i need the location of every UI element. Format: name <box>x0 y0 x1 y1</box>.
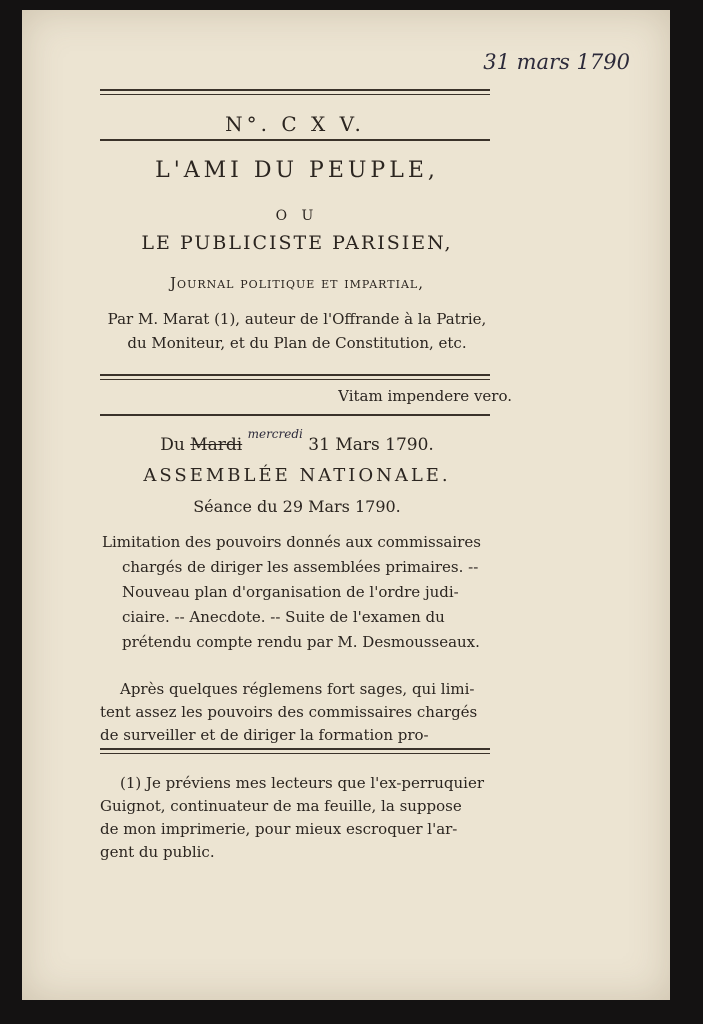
issue-number: N°. C X V. <box>225 112 365 136</box>
footnote <box>100 772 512 864</box>
date-prefix: Du <box>160 435 185 455</box>
date-handwritten-annotation: mercredi <box>247 427 303 441</box>
date-struck-weekday: Mardi <box>190 435 243 455</box>
footnote-line: de mon imprimerie, pour mieux escroquer l'ar- <box>100 820 458 838</box>
seance-date: Séance du 29 Mars 1790. <box>193 497 401 516</box>
date-day: 31 <box>308 435 330 455</box>
newspaper-page <box>22 10 670 1000</box>
issue-date-line <box>82 427 512 455</box>
masthead-subtitle: LE PUBLICISTE PARISIEN, <box>141 232 453 254</box>
top-double-rule <box>100 89 490 95</box>
summary-line: Nouveau plan d'organisation de l'ordre judi- <box>122 583 459 601</box>
summary-line: ciaire. -- Anecdote. -- Suite de l'examen du <box>122 608 445 626</box>
rule-below-motto <box>100 414 490 416</box>
footnote-line: (1) Je préviens mes lecteurs que l'ex-perruquier <box>120 774 484 792</box>
body-line: Après quelques réglemens fort sages, qui limi- <box>120 680 475 698</box>
footnote-separator <box>100 748 490 754</box>
body-line: de surveiller et de diriger la formation pro- <box>100 726 429 744</box>
author-line: Par M. Marat (1), auteur de l'Offrande à la Patrie, <box>107 310 487 328</box>
rule-under-issue <box>100 139 490 141</box>
summary-line: Limitation des pouvoirs donnés aux commissaires <box>102 533 481 551</box>
footnote-line: gent du public. <box>100 843 215 861</box>
works-line: du Moniteur, et du Plan de Constitution, etc. <box>127 334 467 352</box>
motto: Vitam impendere vero. <box>338 387 512 405</box>
date-suffix: Mars 1790. <box>335 435 434 455</box>
body-paragraph <box>100 678 512 747</box>
summary-line: chargés de diriger les assemblées primaires. -- <box>122 558 479 576</box>
summary-paragraph <box>102 530 512 655</box>
journal-description: Journal politique et impartial, <box>170 274 424 292</box>
footnote-line: Guignot, continuateur de ma feuille, la suppose <box>100 797 462 815</box>
handwritten-date: 31 mars 1790 <box>483 50 630 74</box>
masthead-ou: O U <box>275 208 319 224</box>
summary-line: prétendu compte rendu par M. Desmousseaux. <box>122 633 480 651</box>
rule-above-motto <box>100 374 490 380</box>
body-line: tent assez les pouvoirs des commissaires chargés <box>100 703 478 721</box>
masthead-title: L'AMI DU PEUPLE, <box>155 158 439 183</box>
section-heading: ASSEMBLÉE NATIONALE. <box>143 465 451 486</box>
